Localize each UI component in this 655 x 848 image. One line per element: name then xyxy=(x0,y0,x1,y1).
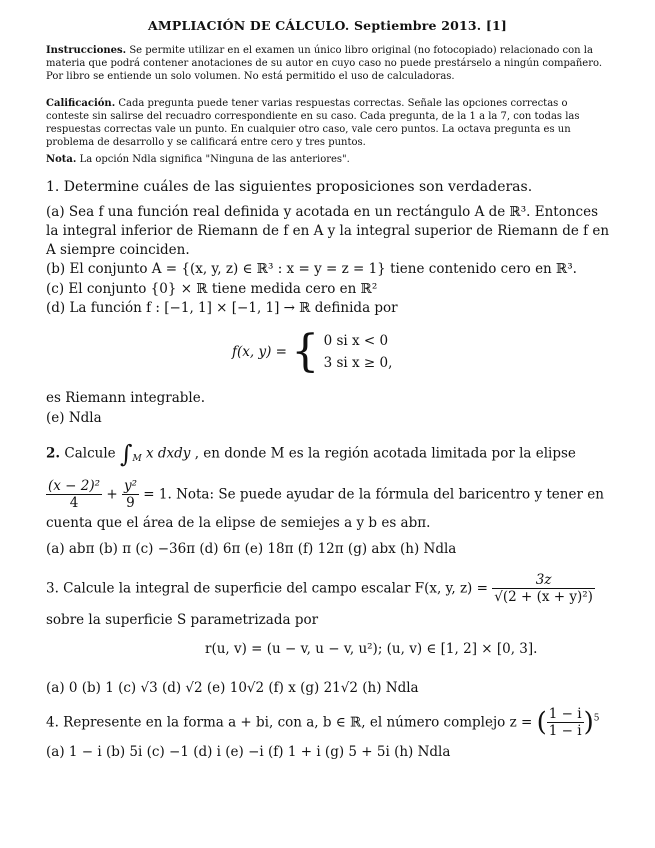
q2-eq-text: = 1. Nota: Se puede ayudar de la fórmula del baricentro y tener en xyxy=(143,486,604,503)
integral-domain: M xyxy=(132,454,142,465)
q1-title: 1. Determine cuáles de las siguientes proposiciones son verdaderas. xyxy=(46,179,533,195)
q1-option-e: (e) Ndla xyxy=(46,410,102,426)
q3-text2: sobre la superficie S parametrizada por xyxy=(46,612,319,628)
q3-text1: 3. Calcule la integral de superficie del campo escalar F(x, y, z) = xyxy=(46,580,488,597)
q3-line1 xyxy=(46,572,595,605)
q2-options: (a) abπ (b) π (c) −36π (d) 6π (e) 18π (f) 12π (g) abx (h) Ndla xyxy=(46,541,457,557)
complex-fraction xyxy=(547,706,584,739)
grading-paragraph xyxy=(46,97,612,149)
fraction-numerator: 3z xyxy=(492,572,595,589)
exponent: 5 xyxy=(593,713,600,724)
q2-line1 xyxy=(46,440,576,468)
q1-option-a: (a) Sea f una función real definida y acotada en un rectángulo A de ℝ³. Entonces la integral inferior de Riemann de f en A y la integral superior de Riemann de f en A siempre coinciden. xyxy=(46,204,610,258)
ellipse-term-y xyxy=(122,478,139,511)
instructions-paragraph xyxy=(46,44,612,83)
case-1: 0 si x < 0 xyxy=(323,333,389,349)
left-brace-icon: { xyxy=(291,326,320,377)
fraction-denominator: 1 − i xyxy=(548,723,582,739)
q1-option-c: (c) El conjunto {0} × ℝ tiene medida cero en ℝ² xyxy=(46,281,378,297)
q2-line2 xyxy=(46,478,604,511)
ellipse-term-x xyxy=(46,478,102,511)
fraction-denominator: 4 xyxy=(69,495,79,511)
integral-sign-icon: ∫ xyxy=(119,440,133,468)
right-paren-icon: ) xyxy=(583,707,594,738)
q2-text2: , en donde M es la región acotada limitada por la elipse xyxy=(194,445,576,462)
note-paragraph xyxy=(46,153,612,166)
grading-label: Calificación. xyxy=(46,98,116,109)
grading-text: Cada pregunta puede tener varias respuestas correctas. Señale las opciones correctas o conteste sin salirse del recuadro correspondiente en su caso. Cada pregunta, de la 1 a la 7, con todas las respuestas correctas vale un punto. En cualquier otro caso, vale cero puntos. La octava pregunta es un problema de desarrollo y se calificará entre cero y tres puntos. xyxy=(46,98,580,148)
exam-title: AMPLIACIÓN DE CÁLCULO. Septiembre 2013. [1] xyxy=(147,18,508,33)
piecewise-function xyxy=(232,326,393,377)
left-paren-icon: ( xyxy=(536,707,547,738)
instructions-label: Instrucciones. xyxy=(46,45,127,56)
q2-number: 2. xyxy=(46,445,61,462)
plus-sign: + xyxy=(106,486,118,503)
scalar-field-fraction xyxy=(492,572,595,605)
function-lhs: f(x, y) = xyxy=(232,344,287,360)
fraction-numerator: 1 − i xyxy=(548,706,582,722)
q4-text1: 4. Represente en la forma a + bi, con a, b ∈ ℝ, el número complejo z = xyxy=(46,714,533,731)
q2-text3: cuenta que el área de la elipse de semiejes a y b es abπ. xyxy=(46,515,431,531)
q2-text1: Calcule xyxy=(64,445,116,462)
q3-options: (a) 0 (b) 1 (c) √3 (d) √2 (e) 10√2 (f) x (g) 21√2 (h) Ndla xyxy=(46,680,419,696)
q3-parametrization: r(u, v) = (u − v, u − v, u²); (u, v) ∈ [1, 2] × [0, 3]. xyxy=(205,641,538,657)
fraction-numerator: y² xyxy=(123,478,137,494)
q1-option-d: (d) La función f : [−1, 1] × [−1, 1] → ℝ definida por xyxy=(46,300,398,316)
q1-option-b: (b) El conjunto A = {(x, y, z) ∈ ℝ³ : x = y = z = 1} tiene contenido cero en ℝ³. xyxy=(46,261,577,277)
function-cases xyxy=(324,330,393,374)
integrand: x dxdy xyxy=(145,445,191,462)
q4-line1 xyxy=(46,706,599,739)
fraction-numerator: (x − 2)² xyxy=(48,478,101,494)
fraction-denominator: 9 xyxy=(126,495,135,511)
note-label: Nota. xyxy=(46,154,77,165)
q4-options: (a) 1 − i (b) 5i (c) −1 (d) i (e) −i (f) 1 + i (g) 5 + 5i (h) Ndla xyxy=(46,744,451,760)
q1-option-d-end: es Riemann integrable. xyxy=(46,390,206,406)
case-2: 3 si x ≥ 0, xyxy=(323,355,393,371)
note-text: La opción Ndla significa "Ninguna de las anteriores". xyxy=(79,154,350,165)
fraction-denominator: √(2 + (x + y)²) xyxy=(494,589,593,605)
instructions-text: Se permite utilizar en el examen un único libro original (no fotocopiado) relacionado con la materia que podrá contener anotaciones de su autor en cuyo caso no puede prestárselo a ningún compañero. Por libro se entiende un solo volumen. No está permitido el uso de calculadoras. xyxy=(46,45,603,82)
